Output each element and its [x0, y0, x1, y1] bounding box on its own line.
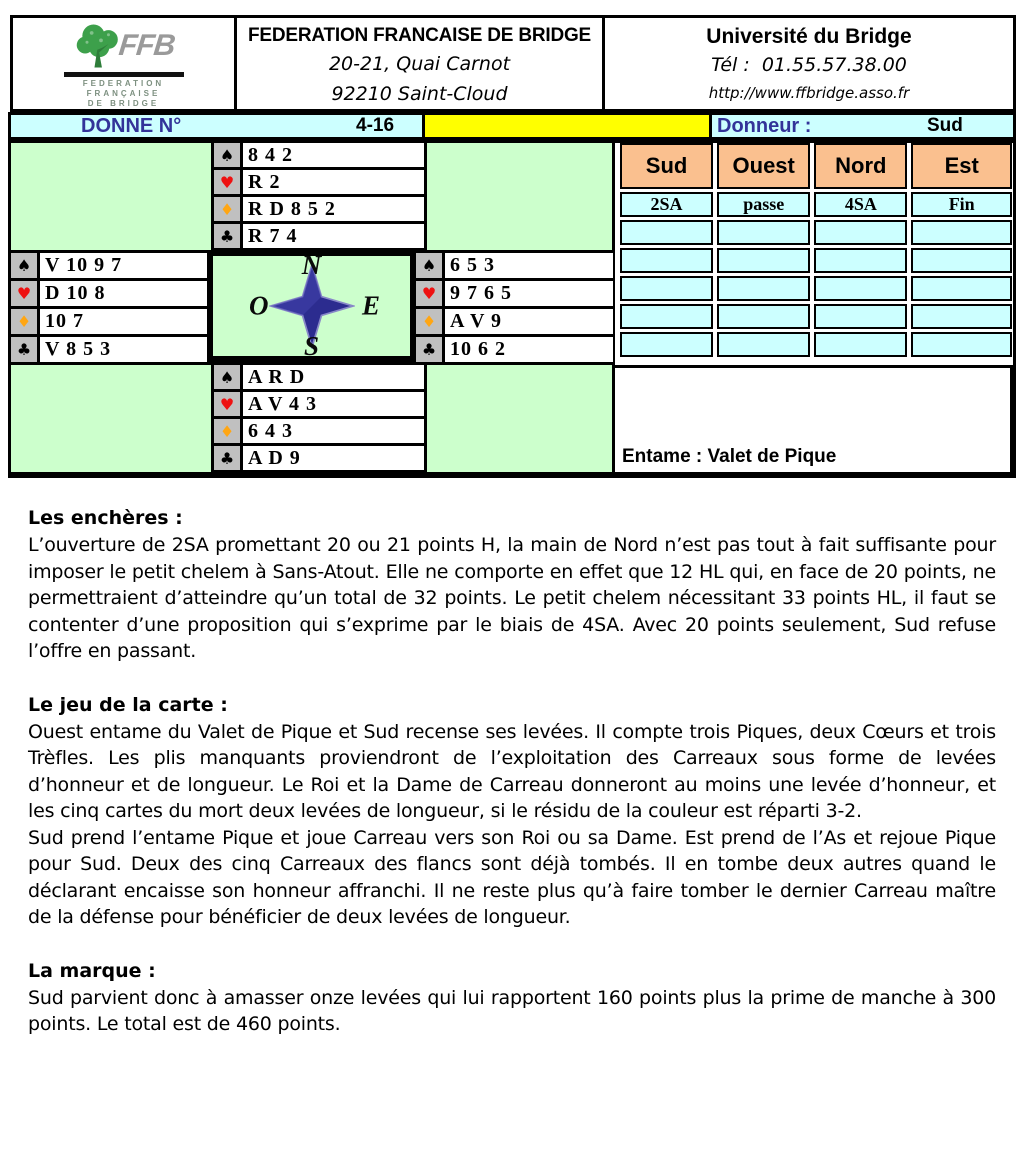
logo-line-1: FEDERATION — [82, 78, 165, 88]
heart-icon — [11, 281, 37, 306]
bid-cell-empty — [911, 220, 1012, 245]
south-diamonds: 6 4 3 — [243, 419, 424, 443]
logo-bar — [64, 72, 184, 77]
bidding-header-nord: Nord — [814, 143, 907, 189]
east-spades: 6 5 3 — [445, 253, 613, 278]
bid-cell-empty — [717, 220, 810, 245]
ffb-logo — [13, 18, 237, 109]
entame-box — [612, 365, 1013, 475]
heart-glyph: ♥ — [219, 394, 235, 414]
bid-cell-empty — [620, 248, 713, 273]
heart-icon — [214, 170, 240, 194]
compass-west-label: O — [249, 290, 269, 321]
university-phone: Tél : 01.55.57.38.00 — [711, 54, 907, 76]
club-icon — [214, 446, 240, 470]
federation-address-street: 20-21, Quai Carnot — [328, 53, 511, 75]
bidding-header-est: Est — [911, 143, 1012, 189]
donneur-cell — [712, 115, 1013, 137]
east-hearts: 9 7 6 5 — [445, 281, 613, 306]
bid-cell-empty — [620, 304, 713, 329]
bidding-header-sud: Sud — [620, 143, 713, 189]
section-title-encheres: Les enchères : — [28, 507, 183, 529]
bid-cell-empty — [814, 304, 907, 329]
spade-glyph: ♠ — [219, 145, 235, 165]
bid-cell-empty — [911, 332, 1012, 357]
spade-icon — [214, 365, 240, 389]
south-hearts: A V 4 3 — [243, 392, 424, 416]
donne-value: 4-16 — [356, 115, 395, 136]
north-clubs: R 7 4 — [243, 224, 424, 248]
bid-cell-empty — [814, 220, 907, 245]
bid-cell-empty — [620, 220, 713, 245]
entame-text: Entame : Valet de Pique — [622, 446, 837, 467]
club-glyph: ♣ — [16, 340, 32, 359]
bid-nord-1: 4SA — [814, 192, 907, 217]
bid-cell-empty — [814, 276, 907, 301]
spade-glyph: ♠ — [16, 256, 32, 275]
panel-northwest — [11, 143, 211, 250]
heart-glyph: ♥ — [219, 172, 235, 192]
compass-north-label: N — [301, 250, 322, 280]
west-diamonds: 10 7 — [40, 309, 207, 334]
bid-cell-empty — [911, 276, 1012, 301]
donne-label: DONNE N° — [81, 115, 182, 137]
spade-icon — [416, 253, 442, 278]
bid-est-1: Fin — [911, 192, 1012, 217]
spade-icon — [214, 143, 240, 167]
east-diamonds: A V 9 — [445, 309, 613, 334]
article — [0, 478, 1024, 1038]
bidding-header-ouest: Ouest — [717, 143, 810, 189]
hand-south — [214, 365, 424, 470]
club-icon — [11, 337, 37, 362]
heart-icon — [416, 281, 442, 306]
hand-north — [214, 143, 424, 248]
club-glyph: ♣ — [421, 340, 437, 359]
heart-glyph: ♥ — [421, 284, 437, 303]
west-clubs: V 8 5 3 — [40, 337, 207, 362]
bid-cell-empty — [814, 248, 907, 273]
compass-south-label: S — [303, 331, 320, 361]
logo-line-2: FRANÇAISE — [86, 88, 161, 98]
logo-top — [73, 21, 174, 71]
north-spades: 8 4 2 — [243, 143, 424, 167]
south-clubs: A D 9 — [243, 446, 424, 470]
north-diamonds: R D 8 5 2 — [243, 197, 424, 221]
donne-bar — [8, 112, 1016, 140]
hand-east — [416, 253, 613, 362]
diamond-icon — [11, 309, 37, 334]
heart-icon — [214, 392, 240, 416]
west-hearts: D 10 8 — [40, 281, 207, 306]
section-encheres-p1: L’ouverture de 2SA promettant 20 ou 21 points H, la main de Nord n’est pas tout à fait suffisante pour imposer le petit chelem à Sans-Atout. Elle ne comporte en effet que 12 HL qui, en face de 20 points, ne permettraient d’atteindre qu’un total de 32 points. Le petit chelem nécessitant 33 points HL, il faut se contenter d’une proposition qui s’exprime par le biais de 4SA. Avec 20 points seulement, Sud refuse l’offre en passant. — [28, 534, 996, 662]
south-spades: A R D — [243, 365, 424, 389]
spade-glyph: ♠ — [219, 367, 235, 387]
bidding-panel — [615, 143, 1013, 475]
section-marque-p1: Sud parvient donc à amasser onze levées qui lui rapportent 160 points plus la prime de manche à 300 points. Le total est de 460 points. — [28, 986, 996, 1035]
diamond-glyph: ♦ — [219, 199, 235, 219]
diamond-glyph: ♦ — [219, 421, 235, 441]
club-icon — [214, 224, 240, 248]
club-icon — [416, 337, 442, 362]
compass — [210, 250, 413, 361]
federation-title: FEDERATION FRANCAISE DE BRIDGE — [247, 25, 592, 46]
bid-cell-empty — [717, 304, 810, 329]
diamond-icon — [214, 419, 240, 443]
ffb-acronym: FFB — [117, 28, 176, 62]
bid-cell-empty — [911, 304, 1012, 329]
deal-table — [8, 140, 1016, 478]
club-glyph: ♣ — [219, 226, 235, 246]
federation-block — [237, 18, 605, 109]
section-title-marque: La marque : — [28, 959, 156, 982]
bid-cell-empty — [717, 276, 810, 301]
bid-cell-empty — [717, 248, 810, 273]
west-spades: V 10 9 7 — [40, 253, 207, 278]
university-title: Université du Bridge — [706, 25, 912, 48]
east-clubs: 10 6 2 — [445, 337, 613, 362]
bid-cell-empty — [717, 332, 810, 357]
spade-glyph: ♠ — [421, 256, 437, 275]
compass-east-label: E — [361, 290, 380, 321]
panel-northeast — [427, 143, 612, 250]
north-hearts: R 2 — [243, 170, 424, 194]
donneur-label: Donneur : — [717, 115, 812, 137]
section-title-jeu-de-la-carte: Le jeu de la carte : — [28, 693, 228, 716]
federation-address-city: 92210 Saint-Cloud — [331, 83, 508, 105]
donne-number-cell — [11, 115, 425, 137]
panel-southeast — [427, 365, 612, 472]
logo-line-3: DE BRIDGE — [87, 98, 160, 108]
header — [10, 15, 1016, 112]
heart-glyph: ♥ — [16, 284, 32, 303]
section-jeu-p1: Ouest entame du Valet de Pique et Sud recense ses levées. Il compte trois Piques, deux Cœurs et trois Trèfles. Les plis manquants proviendront de l’exploitation des Carreaux sous forme de levées d’honneur et de longueur. Le Roi et la Dame de Carreau donneront au moins une levée d’honneur, et les cinq cartes du mort deux levées de longueur, si le résidu de la couleur est réparti 3-2. — [28, 720, 996, 822]
panel-southwest — [11, 365, 211, 472]
deal-fixture — [0, 0, 1024, 478]
university-url: http://www.ffbridge.asso.fr — [708, 84, 910, 102]
bid-cell-empty — [911, 248, 1012, 273]
donneur-value: Sud — [927, 115, 963, 136]
bidding-table — [620, 143, 1012, 357]
bid-sud-1: 2SA — [620, 192, 713, 217]
diamond-icon — [416, 309, 442, 334]
spade-icon — [11, 253, 37, 278]
diamond-glyph: ♦ — [16, 312, 32, 331]
bid-cell-empty — [620, 332, 713, 357]
bid-ouest-1: passe — [717, 192, 810, 217]
section-jeu-p2: Sud prend l’entame Pique et joue Carreau vers son Roi ou sa Dame. Est prend de l’As et rejoue Pique pour Sud. Deux des cinq Carreaux des flancs sont déjà tombés. Il en tombe deux autres quand le déclarant encaisse son honneur affranchi. Il ne reste plus qu’à faire tomber le dernier Carreau maître de la défense pour bénéficier de deux levées de longueur. — [28, 826, 996, 928]
diamond-glyph: ♦ — [421, 312, 437, 331]
university-block — [605, 18, 1013, 109]
diamond-icon — [214, 197, 240, 221]
donne-yellow-cell — [425, 115, 712, 137]
bid-cell-empty — [814, 332, 907, 357]
bid-cell-empty — [620, 276, 713, 301]
hand-west — [11, 253, 207, 362]
club-glyph: ♣ — [219, 448, 235, 468]
